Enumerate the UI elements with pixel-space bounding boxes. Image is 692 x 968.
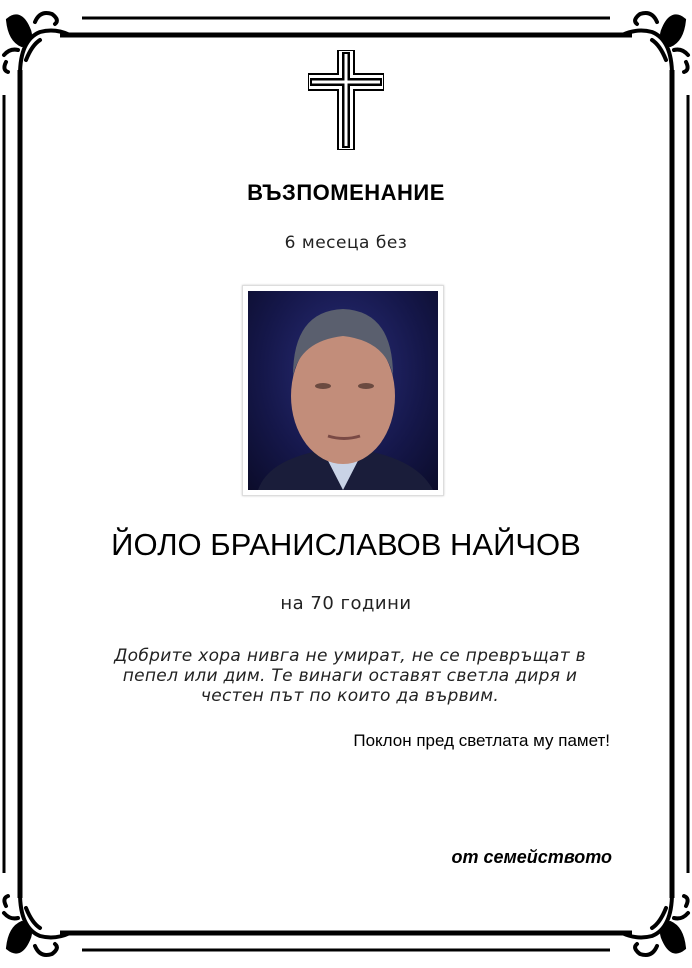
portrait-photo (242, 285, 444, 496)
tribute-line: Поклон пред светлата му памет! (353, 731, 610, 750)
signature: от семейството (451, 847, 612, 867)
cross-icon (308, 50, 384, 150)
ornament-corner-icon (622, 893, 688, 955)
ornament-corner-icon (4, 893, 70, 955)
ornament-corner-icon (622, 13, 688, 75)
deceased-age: на 70 години (280, 593, 412, 614)
ornament-corner-icon (4, 13, 70, 75)
notice-subtitle: 6 месеца без (284, 233, 408, 253)
memorial-quote: Добрите хора нивга не умират, не се превръщат в пепел или дим. Те винаги оставят светла диря и честен път по които да вървим. (114, 646, 586, 706)
notice-title: ВЪЗПОМЕНАНИЕ (247, 180, 445, 205)
deceased-name: ЙОЛО БРАНИСЛАВОВ НАЙЧОВ (111, 527, 581, 562)
